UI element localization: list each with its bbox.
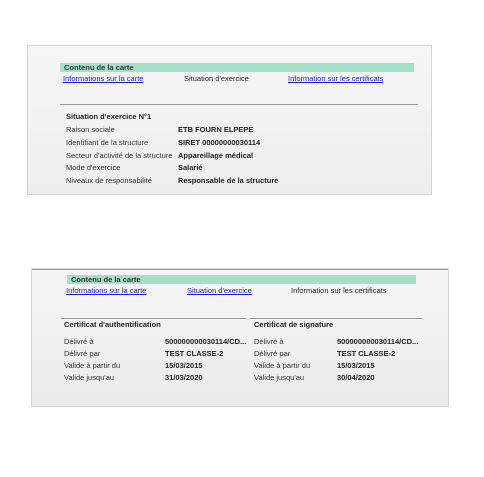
section-divider: [60, 104, 418, 105]
auth-row-label: Valide jusqu'au: [64, 373, 115, 382]
tab-situation[interactable]: Situation d'exercice: [187, 286, 252, 295]
row-value: Salarié: [178, 163, 203, 172]
content-banner-title: Contenu de la carte: [64, 63, 134, 72]
sign-row-label: Délivré par: [254, 349, 291, 358]
sign-cert-title: Certificat de signature: [254, 320, 334, 329]
auth-divider: [61, 318, 246, 319]
auth-row-label: Valide à partir du: [64, 361, 121, 370]
tab-card-info[interactable]: Informations sur la carte: [63, 74, 144, 83]
content-banner: [60, 63, 414, 72]
row-label: Secteur d'activité de la structure: [66, 151, 173, 160]
tab-certificates[interactable]: Information sur les certificats: [288, 74, 384, 83]
row-value: ETB FOURN ELPEPE: [178, 125, 254, 134]
row-label: Mode d'exercice: [66, 163, 121, 172]
content-banner: [67, 275, 416, 284]
sign-row-label: Délivré à: [254, 337, 284, 346]
auth-row-value: 500000000030114/CD...: [165, 337, 247, 346]
auth-row-label: Délivré à: [64, 337, 94, 346]
auth-cert-title: Certificat d'authentification: [64, 320, 161, 329]
auth-row-value: 15/03/2015: [165, 361, 203, 370]
sign-row-value: 500000000030114/CD...: [337, 337, 419, 346]
certificates-panel: [31, 268, 449, 407]
row-label: Niveaux de responsabilité: [66, 176, 152, 185]
row-value: SIRET 00000000030114: [178, 138, 261, 147]
row-value: Responsable de la structure: [178, 176, 279, 185]
auth-row-label: Délivré par: [64, 349, 101, 358]
row-label: Raison sociale: [66, 125, 115, 134]
row-value: Appareillage médical: [178, 151, 254, 160]
auth-row-value: TEST CLASSE-2: [165, 349, 224, 358]
auth-row-value: 31/03/2020: [165, 373, 203, 382]
row-label: Identifiant de la structure: [66, 138, 149, 147]
sign-row-value: TEST CLASSE-2: [337, 349, 396, 358]
tab-certificates[interactable]: Information sur les certificats: [291, 286, 387, 295]
sign-row-label: Valide jusqu'au: [254, 373, 305, 382]
tab-card-info[interactable]: Informations sur la carte: [66, 286, 147, 295]
situation-panel: [27, 45, 432, 195]
sign-row-label: Valide à partir du: [254, 361, 311, 370]
situation-title: Situation d'exercice N°1: [66, 112, 152, 121]
tab-situation[interactable]: Situation d'exercice: [184, 74, 249, 83]
sign-divider: [250, 318, 422, 319]
content-banner-title: Contenu de la carte: [71, 275, 141, 284]
sign-row-value: 30/04/2020: [337, 373, 375, 382]
sign-row-value: 15/03/2015: [337, 361, 375, 370]
